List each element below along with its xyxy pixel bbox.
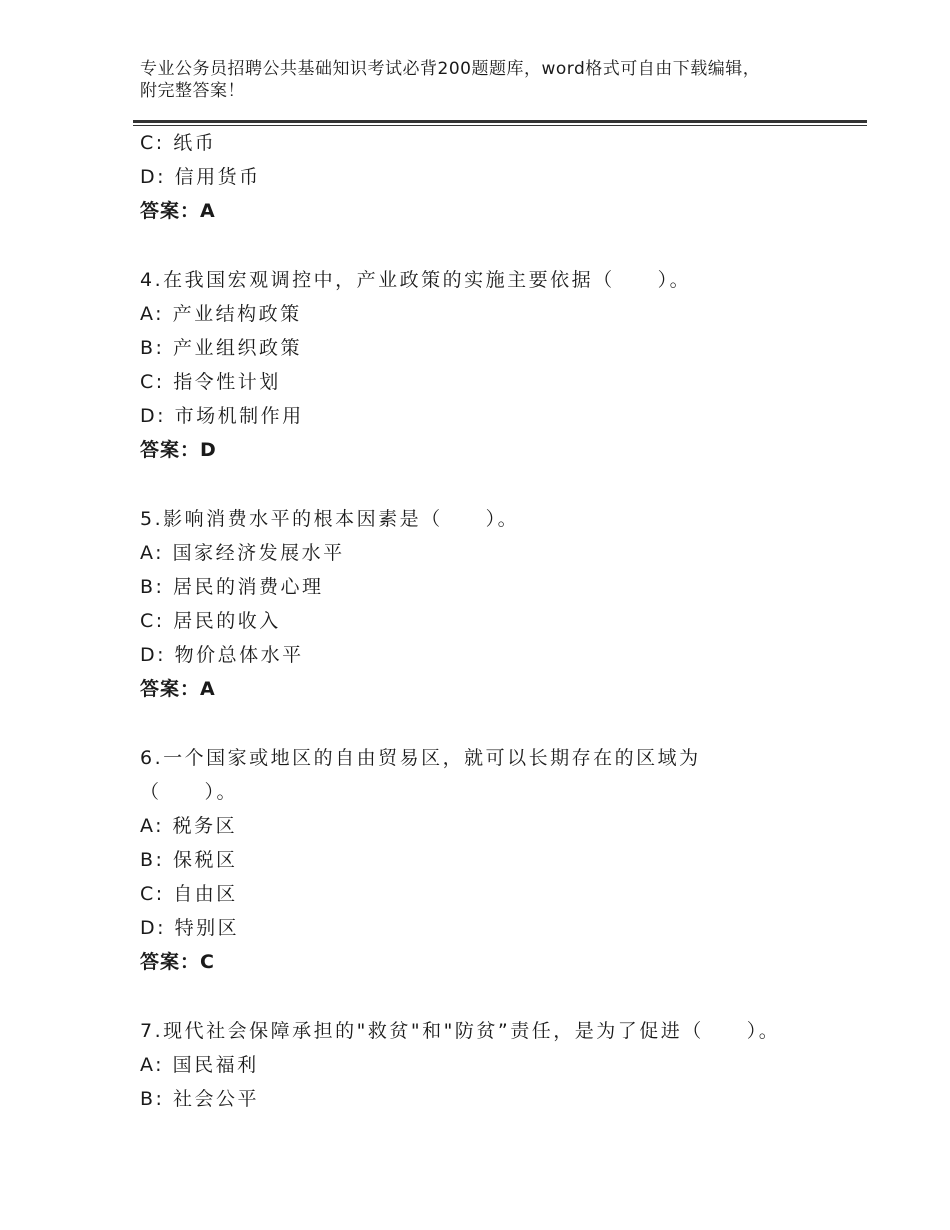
q7-stem: 7.现代社会保障承担的"救贫"和"防贫”责任，是为了促进（ ）。 (140, 1020, 781, 1042)
q7-option-b: B: 社会公平 (140, 1088, 259, 1110)
header-line-1: 专业公务员招聘公共基础知识考试必背200题题库，word格式可自由下载编辑， (140, 59, 761, 79)
q5-option-b: B: 居民的消费心理 (140, 576, 324, 598)
q4-option-c: C: 指令性计划 (140, 371, 281, 393)
q6-option-c: C: 自由区 (140, 883, 238, 905)
q5-answer: 答案：A (140, 678, 216, 700)
q5-stem: 5.影响消费水平的根本因素是（ ）。 (140, 508, 520, 530)
q5-option-a: A: 国家经济发展水平 (140, 542, 345, 564)
header-divider-thick (133, 120, 867, 123)
q5-option-c: C: 居民的收入 (140, 610, 281, 632)
q6-option-b: B: 保税区 (140, 849, 238, 871)
header-line-2: 附完整答案！ (140, 81, 245, 101)
document-header (140, 58, 840, 102)
q4-option-a: A: 产业结构政策 (140, 303, 302, 325)
q4-option-d: D: 市场机制作用 (140, 405, 304, 427)
q3-option-c: C: 纸币 (140, 132, 217, 154)
q6-option-a: A: 税务区 (140, 815, 238, 837)
q3-answer: 答案：A (140, 200, 216, 222)
q6-stem-line-1: 6.一个国家或地区的自由贸易区，就可以长期存在的区域为 (140, 747, 701, 769)
q6-option-d: D: 特别区 (140, 917, 240, 939)
q6-stem-line-2: （ ）。 (140, 781, 239, 803)
q4-option-b: B: 产业组织政策 (140, 337, 302, 359)
q6-answer: 答案：C (140, 951, 215, 973)
q4-stem: 4.在我国宏观调控中，产业政策的实施主要依据（ ）。 (140, 269, 692, 291)
q5-option-d: D: 物价总体水平 (140, 644, 304, 666)
header-divider-thin (133, 125, 867, 126)
q4-answer: 答案：D (140, 439, 217, 461)
q3-option-d: D: 信用货币 (140, 166, 261, 188)
q7-option-a: A: 国民福利 (140, 1054, 259, 1076)
